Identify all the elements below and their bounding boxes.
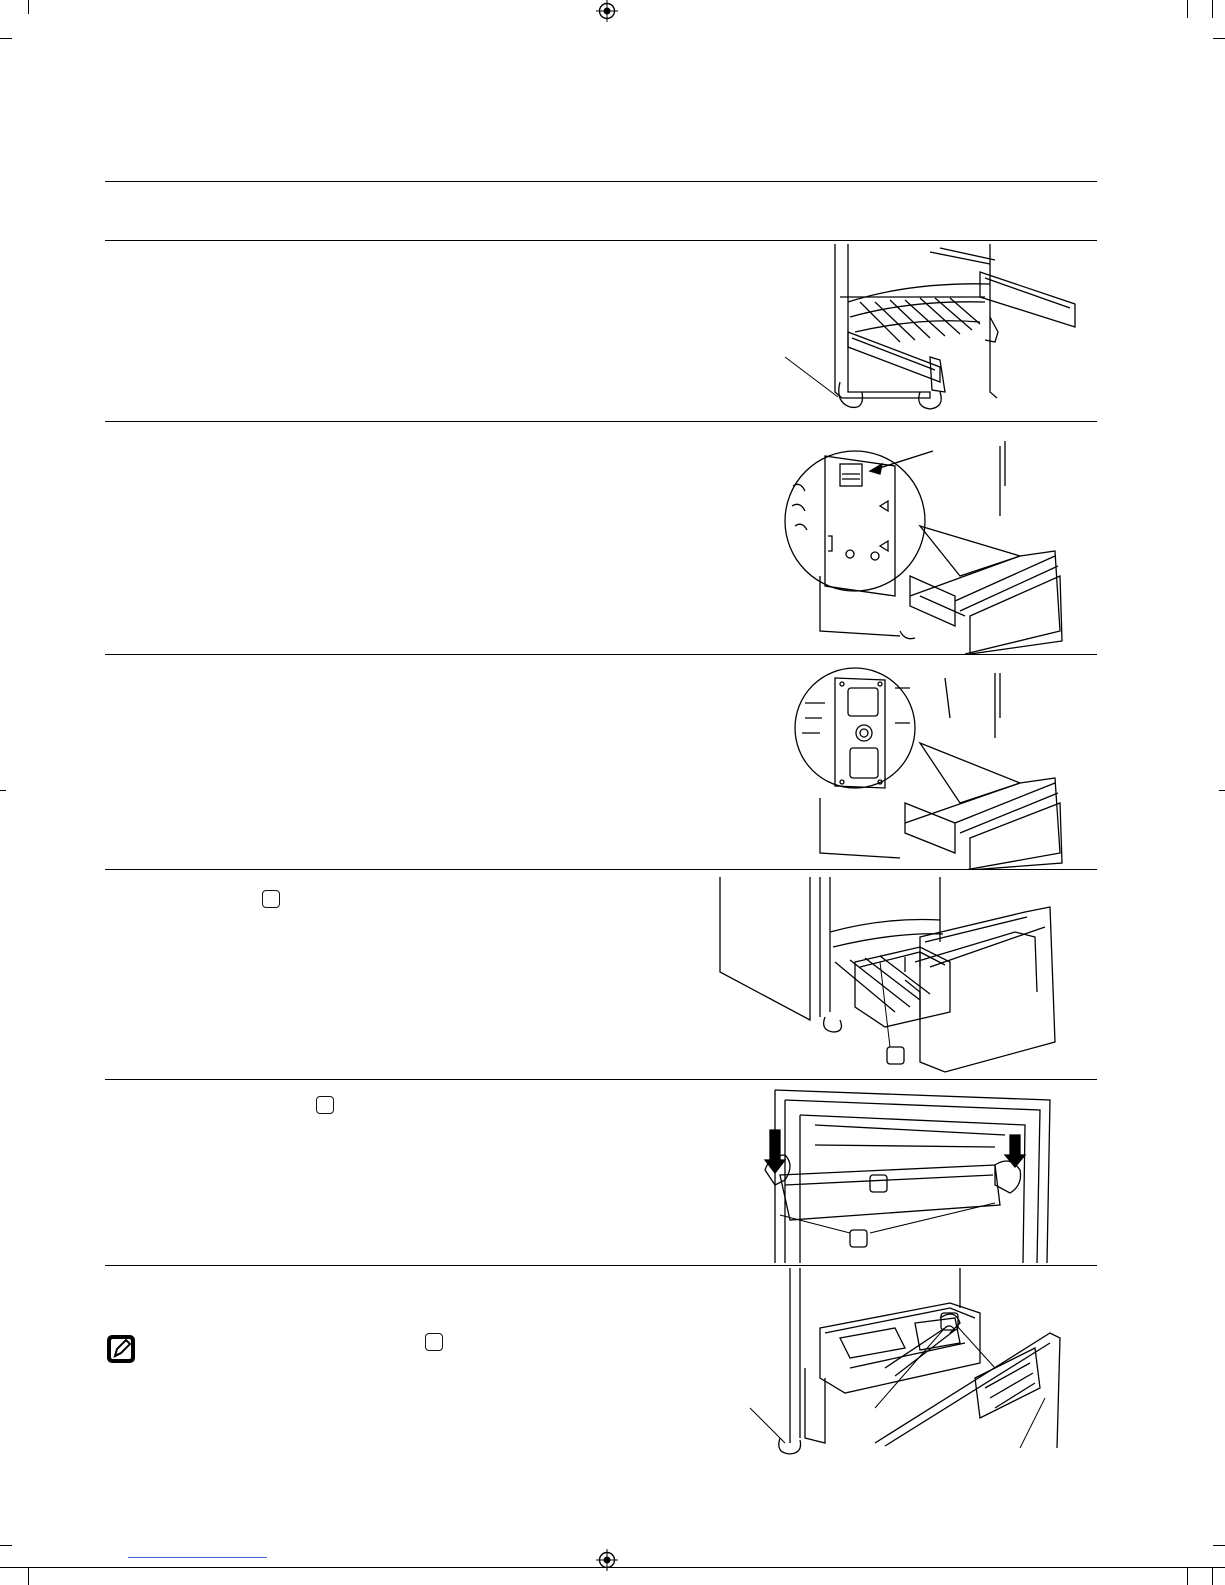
crop-mark (0, 790, 6, 791)
crop-mark (1213, 1545, 1225, 1546)
drawer-bracket-screws-figure (780, 658, 1080, 870)
ice-bin-removal-figure (745, 1268, 1065, 1458)
crop-mark (1187, 1568, 1188, 1585)
crop-mark (1213, 38, 1225, 39)
crop-mark (28, 1568, 29, 1585)
crop-mark (1187, 0, 1188, 18)
row-divider (105, 421, 1097, 422)
freezer-basket-lift-figure (715, 872, 1060, 1077)
callout-box (316, 1096, 334, 1114)
callout-box (425, 1333, 443, 1351)
crop-mark (1212, 1568, 1213, 1585)
footer-link-underline[interactable] (128, 1557, 267, 1558)
freezer-rails-removal-figure (780, 242, 1080, 420)
crop-mark (28, 0, 29, 14)
crop-mark (1212, 0, 1213, 18)
row-divider (105, 1265, 1097, 1266)
table-header-rule (105, 240, 1097, 241)
note-pencil-icon (106, 1334, 136, 1364)
crop-mark (0, 38, 12, 39)
registration-crosshair-icon (596, 1549, 618, 1571)
row-divider (105, 1079, 1097, 1080)
crop-mark (0, 1545, 12, 1546)
crop-mark (1219, 790, 1225, 791)
registration-crosshair-icon (596, 0, 618, 22)
table-rule-top (105, 181, 1097, 182)
row-divider (105, 654, 1097, 655)
drawer-clip-detail-figure (780, 426, 1080, 654)
callout-box (262, 890, 280, 908)
door-bin-press-down-figure (755, 1085, 1055, 1263)
